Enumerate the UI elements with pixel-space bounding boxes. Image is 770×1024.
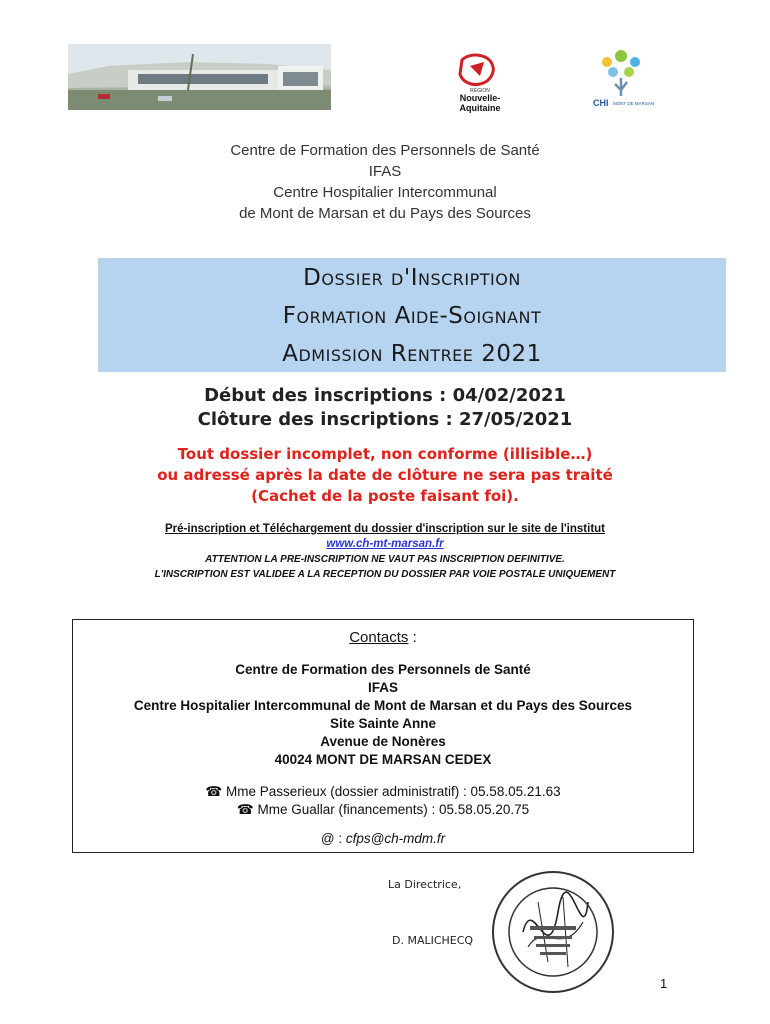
- preinscription-block: [0, 522, 770, 582]
- preinscription-line: Pré-inscription et Téléchargement du dossier d'inscription sur le site de l'institut: [165, 523, 605, 535]
- contacts-heading-label: Contacts: [349, 629, 409, 646]
- official-stamp: [488, 862, 618, 1002]
- institution-block: [0, 140, 770, 224]
- contact-address: [73, 661, 693, 769]
- email-address[interactable]: cfps@ch-mdm.fr: [345, 831, 446, 846]
- chi-mont-de-marsan-logo: [585, 48, 657, 114]
- telephone-icon: ☎: [205, 784, 223, 799]
- contacts-box: [72, 619, 694, 853]
- phone-line-2: [73, 801, 693, 819]
- contacts-heading-suffix: :: [408, 629, 417, 646]
- end-date: Clôture des inscriptions : 27/05/2021: [197, 409, 573, 430]
- warning-line: (Cachet de la poste faisant foi).: [251, 487, 519, 505]
- title-line-1: Dossier d'Inscription: [303, 265, 521, 291]
- title-line-2: Formation Aide-Soignant: [282, 303, 542, 329]
- address-line: Avenue de Nonères: [320, 734, 446, 749]
- address-line: IFAS: [367, 680, 398, 695]
- email-prefix: @ :: [320, 831, 346, 846]
- page-number: 1: [660, 976, 668, 991]
- signature-label: La Directrice,: [388, 878, 462, 891]
- logo-chi-text: CHI: [593, 98, 609, 108]
- institution-line: Centre de Formation des Personnels de Santé: [230, 142, 540, 159]
- preinscription-note-1: ATTENTION LA PRE-INSCRIPTION NE VAUT PAS INSCRIPTION DEFINITIVE.: [205, 554, 565, 565]
- contacts-heading: [73, 629, 693, 646]
- institution-line: Centre Hospitalier Intercommunal: [273, 184, 497, 201]
- warning-line: ou adressé après la date de clôture ne sera pas traité: [157, 466, 613, 484]
- address-line: Centre de Formation des Personnels de Santé: [235, 662, 531, 677]
- institution-line: IFAS: [368, 163, 402, 180]
- address-line: Site Sainte Anne: [329, 716, 437, 731]
- institution-line: de Mont de Marsan et du Pays des Sources: [239, 205, 531, 222]
- registration-dates: [0, 384, 770, 432]
- contact-email: [73, 831, 693, 846]
- warning-line: Tout dossier incomplet, non conforme (illisible…): [177, 445, 593, 463]
- address-line: 40024 MONT DE MARSAN CEDEX: [274, 752, 492, 767]
- signature-name: D. MALICHECQ: [392, 934, 474, 947]
- warning-notice: [0, 444, 770, 507]
- logo-region-line2: Nouvelle-: [459, 93, 501, 103]
- logo-chi-sub: MONT DE MARSAN: [613, 101, 655, 106]
- logo-region-line1: RÉGION: [470, 88, 490, 94]
- address-line: Centre Hospitalier Intercommunal de Mont de Marsan et du Pays des Sources: [133, 698, 633, 713]
- title-banner: [98, 258, 726, 372]
- title-line-3: Admission Rentree 2021: [282, 341, 542, 367]
- website-link[interactable]: www.ch-mt-marsan.fr: [326, 538, 444, 550]
- telephone-icon: ☎: [236, 802, 254, 817]
- preinscription-note-2: L'INSCRIPTION EST VALIDEE A LA RECEPTION DU DOSSIER PAR VOIE POSTALE UNIQUEMENT: [154, 569, 616, 580]
- phone-2: Mme Guallar (financements) : 05.58.05.20.75: [257, 802, 530, 817]
- region-nouvelle-aquitaine-logo: [440, 52, 520, 114]
- contact-phones: [73, 783, 693, 819]
- building-photo: [68, 44, 331, 110]
- start-date: Début des inscriptions : 04/02/2021: [204, 385, 566, 406]
- logo-region-line3: Aquitaine: [459, 103, 501, 113]
- phone-line-1: [73, 783, 693, 801]
- phone-1: Mme Passerieux (dossier administratif) : 05.58.05.21.63: [225, 784, 561, 799]
